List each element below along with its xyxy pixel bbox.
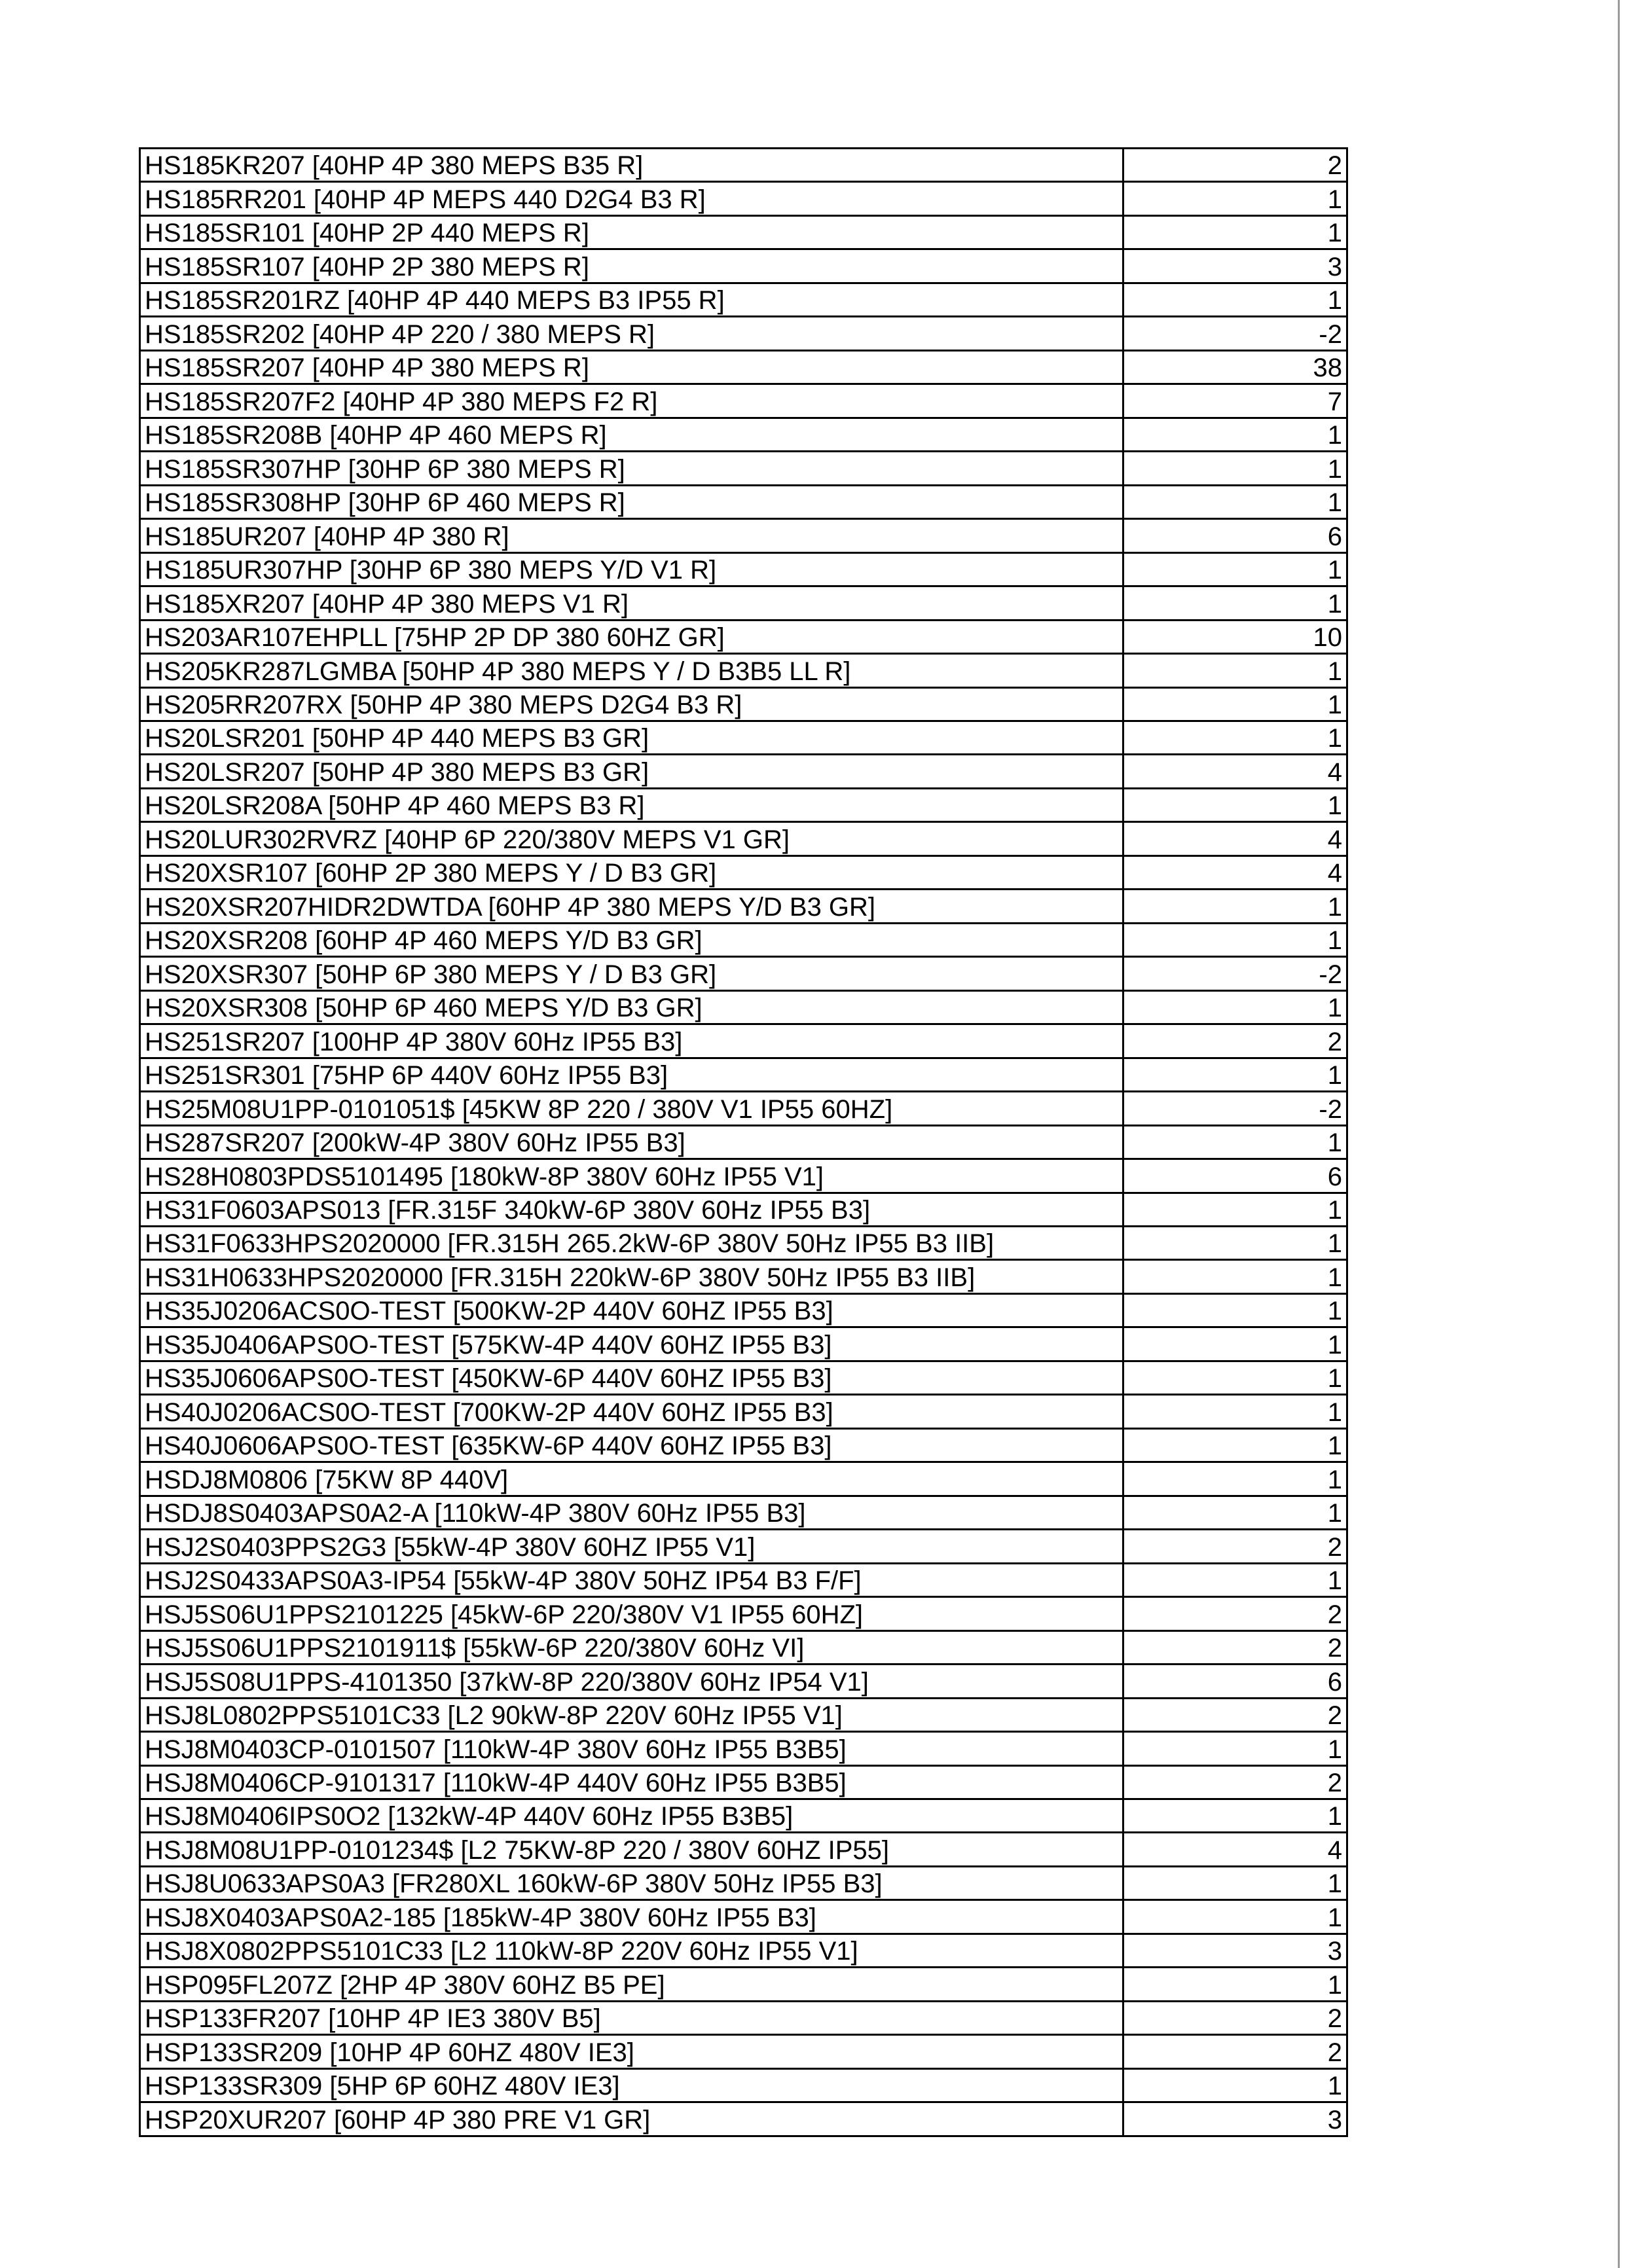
table-row: [140, 1260, 1347, 1293]
item-description-cell: HS185SR207 [40HP 4P 380 MEPS R]: [140, 350, 1123, 384]
table-row: [140, 620, 1347, 653]
item-description-cell: HSJ8U0633APS0A3 [FR280XL 160kW-6P 380V 50Hz IP55 B3]: [140, 1866, 1123, 1899]
item-quantity-cell: 1: [1123, 788, 1347, 821]
table-row: [140, 687, 1347, 721]
item-quantity-cell: 1: [1123, 1496, 1347, 1529]
item-description-cell: HSP133SR209 [10HP 4P 60HZ 480V IE3]: [140, 2035, 1123, 2068]
item-description-cell: HS35J0606APS0O-TEST [450KW-6P 440V 60HZ IP55 B3]: [140, 1361, 1123, 1394]
item-description-cell: HSJ8M0403CP-0101507 [110kW-4P 380V 60Hz IP55 B3B5]: [140, 1732, 1123, 1765]
item-description-cell: HSP20XUR207 [60HP 4P 380 PRE V1 GR]: [140, 2102, 1123, 2136]
table-row: [140, 182, 1347, 215]
item-description-cell: HS20XSR107 [60HP 2P 380 MEPS Y / D B3 GR]: [140, 855, 1123, 889]
item-quantity-cell: 2: [1123, 1024, 1347, 1058]
table-row: [140, 1563, 1347, 1596]
item-description-cell: HSDJ8S0403APS0A2-A [110kW-4P 380V 60Hz IP55 B3]: [140, 1496, 1123, 1529]
item-description-cell: HS185UR307HP [30HP 6P 380 MEPS Y/D V1 R]: [140, 552, 1123, 586]
table-row: [140, 1193, 1347, 1226]
item-quantity-cell: 1: [1123, 485, 1347, 518]
table-row: [140, 149, 1347, 182]
item-description-cell: HSJ5S06U1PPS2101911$ [55kW-6P 220/380V 60Hz VI]: [140, 1630, 1123, 1664]
table-row: [140, 990, 1347, 1024]
table-row: [140, 552, 1347, 586]
item-quantity-cell: 1: [1123, 1732, 1347, 1765]
item-quantity-cell: 1: [1123, 1193, 1347, 1226]
table-row: [140, 350, 1347, 384]
item-description-cell: HSJ2S0403PPS2G3 [55kW-4P 380V 60HZ IP55 V1]: [140, 1530, 1123, 1563]
item-description-cell: HS20LSR201 [50HP 4P 440 MEPS B3 GR]: [140, 721, 1123, 754]
item-quantity-cell: 38: [1123, 350, 1347, 384]
item-description-cell: HS25M08U1PP-0101051$ [45KW 8P 220 / 380V V1 IP55 60HZ]: [140, 1092, 1123, 1125]
table-row: [140, 1327, 1347, 1361]
item-description-cell: HSJ8X0802PPS5101C33 [L2 110kW-8P 220V 60Hz IP55 V1]: [140, 1934, 1123, 1967]
table-row: [140, 1900, 1347, 1934]
table-row: [140, 1361, 1347, 1394]
item-description-cell: HS20XSR307 [50HP 6P 380 MEPS Y / D B3 GR]: [140, 957, 1123, 990]
item-description-cell: HS185RR201 [40HP 4P MEPS 440 D2G4 B3 R]: [140, 182, 1123, 215]
table-row: [140, 485, 1347, 518]
item-quantity-cell: 1: [1123, 552, 1347, 586]
item-quantity-cell: 4: [1123, 855, 1347, 889]
item-quantity-cell: 1: [1123, 1799, 1347, 1832]
item-description-cell: HSJ8M0406IPS0O2 [132kW-4P 440V 60Hz IP55 B3B5]: [140, 1799, 1123, 1832]
item-description-cell: HS287SR207 [200kW-4P 380V 60Hz IP55 B3]: [140, 1125, 1123, 1159]
item-description-cell: HS185SR308HP [30HP 6P 460 MEPS R]: [140, 485, 1123, 518]
item-description-cell: HSP095FL207Z [2HP 4P 380V 60HZ B5 PE]: [140, 1968, 1123, 2001]
table-row: [140, 1732, 1347, 1765]
table-row: [140, 1058, 1347, 1091]
item-description-cell: HS40J0606APS0O-TEST [635KW-6P 440V 60HZ IP55 B3]: [140, 1428, 1123, 1462]
item-description-cell: HSDJ8M0806 [75KW 8P 440V]: [140, 1462, 1123, 1496]
table-row: [140, 384, 1347, 418]
table-row: [140, 755, 1347, 788]
table-row: [140, 1630, 1347, 1664]
item-quantity-cell: 4: [1123, 1833, 1347, 1866]
item-quantity-cell: 2: [1123, 2035, 1347, 2068]
item-quantity-cell: 2: [1123, 1698, 1347, 1731]
item-quantity-cell: 1: [1123, 1260, 1347, 1293]
table-row: [140, 586, 1347, 620]
item-quantity-cell: 6: [1123, 1665, 1347, 1698]
table-row: [140, 1428, 1347, 1462]
item-description-cell: HS185SR202 [40HP 4P 220 / 380 MEPS R]: [140, 317, 1123, 350]
item-description-cell: HS31H0633HPS2020000 [FR.315H 220kW-6P 380V 50Hz IP55 B3 IIB]: [140, 1260, 1123, 1293]
item-quantity-cell: 1: [1123, 923, 1347, 956]
item-description-cell: HS185SR107 [40HP 2P 380 MEPS R]: [140, 249, 1123, 283]
table-row: [140, 2102, 1347, 2136]
item-quantity-cell: 1: [1123, 452, 1347, 485]
table-row: [140, 2001, 1347, 2034]
table-row: [140, 1866, 1347, 1899]
item-description-cell: HS35J0406APS0O-TEST [575KW-4P 440V 60HZ IP55 B3]: [140, 1327, 1123, 1361]
item-description-cell: HS185XR207 [40HP 4P 380 MEPS V1 R]: [140, 586, 1123, 620]
table-row: [140, 1092, 1347, 1125]
table-row: [140, 1227, 1347, 1260]
item-description-cell: HS185KR207 [40HP 4P 380 MEPS B35 R]: [140, 149, 1123, 182]
item-description-cell: HS20LSR207 [50HP 4P 380 MEPS B3 GR]: [140, 755, 1123, 788]
item-quantity-cell: 1: [1123, 283, 1347, 316]
item-quantity-cell: 3: [1123, 249, 1347, 283]
item-description-cell: HS185SR201RZ [40HP 4P 440 MEPS B3 IP55 R]: [140, 283, 1123, 316]
item-description-cell: HS20XSR208 [60HP 4P 460 MEPS Y/D B3 GR]: [140, 923, 1123, 956]
table-row: [140, 1799, 1347, 1832]
item-quantity-cell: 1: [1123, 182, 1347, 215]
item-quantity-cell: 1: [1123, 1428, 1347, 1462]
item-quantity-cell: 1: [1123, 1327, 1347, 1361]
item-quantity-cell: 1: [1123, 1361, 1347, 1394]
item-quantity-cell: -2: [1123, 957, 1347, 990]
item-description-cell: HS185SR307HP [30HP 6P 380 MEPS R]: [140, 452, 1123, 485]
table-row: [140, 721, 1347, 754]
item-quantity-cell: 4: [1123, 822, 1347, 855]
item-quantity-cell: 1: [1123, 721, 1347, 754]
item-quantity-cell: 1: [1123, 1058, 1347, 1091]
table-row: [140, 249, 1347, 283]
item-quantity-cell: 1: [1123, 215, 1347, 249]
item-quantity-cell: 1: [1123, 654, 1347, 687]
table-row: [140, 923, 1347, 956]
item-description-cell: HS185UR207 [40HP 4P 380 R]: [140, 519, 1123, 552]
table-row: [140, 1024, 1347, 1058]
table-row: [140, 1125, 1347, 1159]
item-quantity-cell: 2: [1123, 1597, 1347, 1630]
item-quantity-cell: 10: [1123, 620, 1347, 653]
item-quantity-cell: 1: [1123, 1462, 1347, 1496]
item-description-cell: HSJ8M0406CP-9101317 [110kW-4P 440V 60Hz IP55 B3B5]: [140, 1765, 1123, 1799]
table-row: [140, 1293, 1347, 1327]
table-row: [140, 855, 1347, 889]
item-description-cell: HSJ8M08U1PP-0101234$ [L2 75KW-8P 220 / 380V 60HZ IP55]: [140, 1833, 1123, 1866]
item-description-cell: HS203AR107EHPLL [75HP 2P DP 380 60HZ GR]: [140, 620, 1123, 653]
item-quantity-cell: 2: [1123, 1630, 1347, 1664]
item-quantity-cell: -2: [1123, 317, 1347, 350]
item-description-cell: HS251SR301 [75HP 6P 440V 60Hz IP55 B3]: [140, 1058, 1123, 1091]
table-row: [140, 1833, 1347, 1866]
item-quantity-cell: 3: [1123, 1934, 1347, 1967]
table-row: [140, 890, 1347, 923]
table-row: [140, 1597, 1347, 1630]
item-quantity-cell: 1: [1123, 1563, 1347, 1596]
table-row: [140, 519, 1347, 552]
item-description-cell: HS185SR101 [40HP 2P 440 MEPS R]: [140, 215, 1123, 249]
item-quantity-cell: 1: [1123, 1866, 1347, 1899]
item-description-cell: HS205RR207RX [50HP 4P 380 MEPS D2G4 B3 R]: [140, 687, 1123, 721]
item-quantity-cell: 1: [1123, 687, 1347, 721]
item-description-cell: HSJ2S0433APS0A3-IP54 [55kW-4P 380V 50HZ IP54 B3 F/F]: [140, 1563, 1123, 1596]
item-description-cell: HSJ8L0802PPS5101C33 [L2 90kW-8P 220V 60Hz IP55 V1]: [140, 1698, 1123, 1731]
page-edge-line: [1618, 0, 1620, 2268]
table-row: [140, 822, 1347, 855]
item-quantity-cell: -2: [1123, 1092, 1347, 1125]
table-row: [140, 654, 1347, 687]
table-row: [140, 788, 1347, 821]
table-row: [140, 1462, 1347, 1496]
item-quantity-cell: 1: [1123, 1900, 1347, 1934]
item-quantity-cell: 6: [1123, 519, 1347, 552]
item-quantity-cell: 1: [1123, 1395, 1347, 1428]
item-quantity-cell: 4: [1123, 755, 1347, 788]
table-row: [140, 317, 1347, 350]
inventory-table: [139, 147, 1348, 2137]
item-description-cell: HSP133FR207 [10HP 4P IE3 380V B5]: [140, 2001, 1123, 2034]
item-quantity-cell: 2: [1123, 149, 1347, 182]
item-description-cell: HS185SR207F2 [40HP 4P 380 MEPS F2 R]: [140, 384, 1123, 418]
item-description-cell: HS31F0633HPS2020000 [FR.315H 265.2kW-6P 380V 50Hz IP55 B3 IIB]: [140, 1227, 1123, 1260]
item-description-cell: HS28H0803PDS5101495 [180kW-8P 380V 60Hz IP55 V1]: [140, 1159, 1123, 1193]
item-description-cell: HS20LUR302RVRZ [40HP 6P 220/380V MEPS V1 GR]: [140, 822, 1123, 855]
item-quantity-cell: 2: [1123, 1530, 1347, 1563]
table-row: [140, 1530, 1347, 1563]
item-description-cell: HSP133SR309 [5HP 6P 60HZ 480V IE3]: [140, 2068, 1123, 2102]
table-row: [140, 1765, 1347, 1799]
item-description-cell: HS20XSR207HIDR2DWTDA [60HP 4P 380 MEPS Y/D B3 GR]: [140, 890, 1123, 923]
item-quantity-cell: 1: [1123, 890, 1347, 923]
item-quantity-cell: 1: [1123, 2068, 1347, 2102]
item-quantity-cell: 2: [1123, 2001, 1347, 2034]
item-description-cell: HS251SR207 [100HP 4P 380V 60Hz IP55 B3]: [140, 1024, 1123, 1058]
item-description-cell: HS185SR208B [40HP 4P 460 MEPS R]: [140, 418, 1123, 451]
table-row: [140, 1159, 1347, 1193]
item-description-cell: HSJ5S06U1PPS2101225 [45kW-6P 220/380V V1 IP55 60HZ]: [140, 1597, 1123, 1630]
item-quantity-cell: 2: [1123, 1765, 1347, 1799]
table-row: [140, 1934, 1347, 1967]
item-description-cell: HSJ8X0403APS0A2-185 [185kW-4P 380V 60Hz IP55 B3]: [140, 1900, 1123, 1934]
table-row: [140, 283, 1347, 316]
item-description-cell: HS40J0206ACS0O-TEST [700KW-2P 440V 60HZ IP55 B3]: [140, 1395, 1123, 1428]
table-row: [140, 1968, 1347, 2001]
item-quantity-cell: 1: [1123, 1968, 1347, 2001]
item-quantity-cell: 1: [1123, 1125, 1347, 1159]
table-row: [140, 1496, 1347, 1529]
item-quantity-cell: 3: [1123, 2102, 1347, 2136]
table-row: [140, 215, 1347, 249]
table-row: [140, 1395, 1347, 1428]
inventory-table-body: [140, 149, 1347, 2136]
table-row: [140, 418, 1347, 451]
item-description-cell: HS35J0206ACS0O-TEST [500KW-2P 440V 60HZ IP55 B3]: [140, 1293, 1123, 1327]
item-description-cell: HSJ5S08U1PPS-4101350 [37kW-8P 220/380V 60Hz IP54 V1]: [140, 1665, 1123, 1698]
item-description-cell: HS20LSR208A [50HP 4P 460 MEPS B3 R]: [140, 788, 1123, 821]
table-row: [140, 2035, 1347, 2068]
item-quantity-cell: 1: [1123, 1227, 1347, 1260]
table-row: [140, 2068, 1347, 2102]
table-row: [140, 1698, 1347, 1731]
item-quantity-cell: 1: [1123, 1293, 1347, 1327]
item-quantity-cell: 1: [1123, 418, 1347, 451]
item-description-cell: HS20XSR308 [50HP 6P 460 MEPS Y/D B3 GR]: [140, 990, 1123, 1024]
item-description-cell: HS31F0603APS013 [FR.315F 340kW-6P 380V 60Hz IP55 B3]: [140, 1193, 1123, 1226]
item-quantity-cell: 1: [1123, 586, 1347, 620]
item-quantity-cell: 6: [1123, 1159, 1347, 1193]
table-row: [140, 1665, 1347, 1698]
item-description-cell: HS205KR287LGMBA [50HP 4P 380 MEPS Y / D B3B5 LL R]: [140, 654, 1123, 687]
table-row: [140, 957, 1347, 990]
item-quantity-cell: 1: [1123, 990, 1347, 1024]
table-row: [140, 452, 1347, 485]
item-quantity-cell: 7: [1123, 384, 1347, 418]
